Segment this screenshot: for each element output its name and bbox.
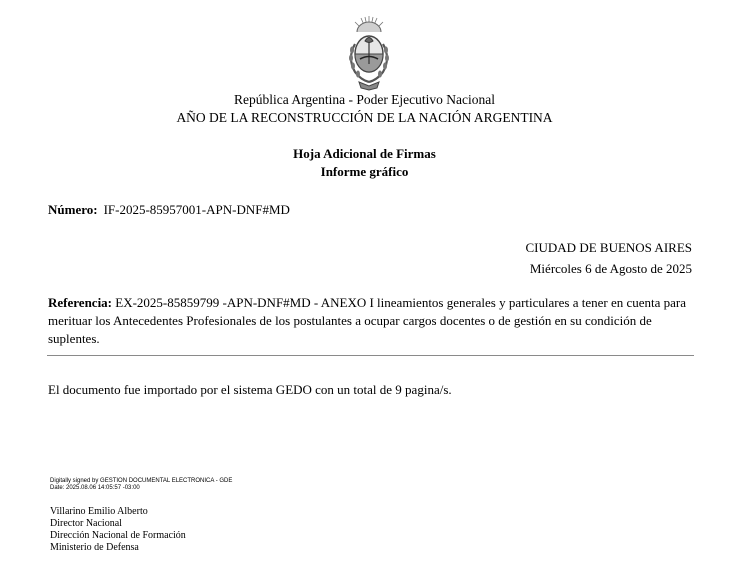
digital-signature-stamp <box>50 478 232 492</box>
body-text: El documento fue importado por el sistema GEDO con un total de 9 pagina/s. <box>48 382 452 397</box>
referencia-text: EX-2025-85859799 -APN-DNF#MD - ANEXO I lineamientos generales y particulares a tener en cuenta para merituar los Antecedentes Profesionales de los postulantes a ocupar cargos docentes o de gestión en su condición de suplentes. <box>48 295 687 346</box>
signer-position: Director Nacional <box>50 518 122 529</box>
divider <box>47 355 694 356</box>
signer-block <box>50 506 186 554</box>
year-motto: AÑO DE LA RECONSTRUCCIÓN DE LA NACIÓN ARGENTINA <box>176 110 553 125</box>
signer-ministry: Ministerio de Defensa <box>50 542 139 553</box>
argentina-coat-of-arms-icon <box>343 14 395 92</box>
numero-value: IF-2025-85957001-APN-DNF#MD <box>103 202 290 217</box>
referencia-label: Referencia: <box>48 295 113 310</box>
signature-date-line: Date: 2025.08.06 14:05:57 -03:00 <box>50 485 140 491</box>
referencia <box>48 294 694 348</box>
digitally-signed-line: Digitally signed by GESTION DOCUMENTAL ELECTRONICA - GDE <box>50 478 233 484</box>
document-subtitle: Informe gráfico <box>320 164 409 179</box>
city: CIUDAD DE BUENOS AIRES <box>525 240 692 255</box>
institution-header: República Argentina - Poder Ejecutivo Nacional <box>233 92 496 107</box>
document-number <box>48 202 290 218</box>
signer-name: Villarino Emilio Alberto <box>50 506 148 517</box>
numero-label: Número: <box>48 202 98 217</box>
signer-department: Dirección Nacional de Formación <box>50 530 186 541</box>
document-title: Hoja Adicional de Firmas <box>293 146 436 161</box>
date: Miércoles 6 de Agosto de 2025 <box>529 261 692 276</box>
